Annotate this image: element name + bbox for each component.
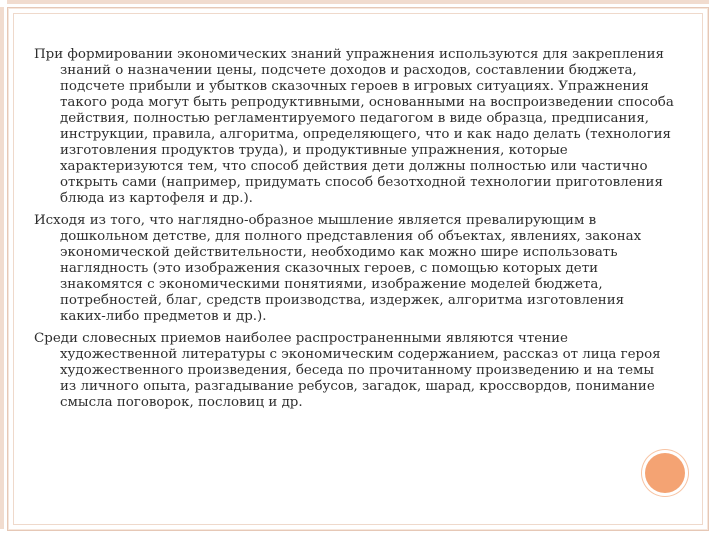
paragraph-exercises: При формировании экономических знаний упражнения используются для закрепления знаний о назначении цены, подсчете доходов и расходов, составлении бюджета, подсчете прибыли и убытков сказочных героев в игровых ситуациях. Упражнения такого рода могут быть репродуктивными, основанными на воспроизведении способа действия, полностью регламентируемого педагогом в виде образца, предписания, инструкции, правила, алгоритма, определяющего, что и как надо делать (технология изготовления продуктов труда), и продуктивные упражнения, которые характеризуются тем, что способ действия дети должны полностью или частично открыть сами (например, придумать способ безотходной технологии приготовления блюда из картофеля и др.). — [34, 47, 674, 206]
decorative-circle-icon — [645, 453, 685, 493]
paragraph-visual-methods: Исходя из того, что наглядно-образное мышление является превалирующим в дошкольном детстве, для полного представления об объектах, явлениях, законах экономической действительности, необходимо как можно шире использовать наглядность (это изображения сказочных героев, с помощью которых дети знакомятся с экономическими понятиями, изображение моделей бюджета, потребностей, благ, средств производства, издержек, алгоритма изготовления каких-либо предметов и др.). — [34, 213, 642, 324]
paragraph-verbal-methods: Среди словесных приемов наиболее распространенными являются чтение художественной литературы с экономическим содержанием, рассказ от лица героя художественного произведения, беседа по прочитанному произведению и на темы из личного опыта, разгадывание ребусов, загадок, шарад, кроссвордов, понимание смысла поговорок, пословиц и др. — [34, 331, 661, 410]
top-border-decoration — [7, 0, 709, 4]
slide-body — [34, 47, 674, 417]
left-border-decoration — [0, 7, 4, 529]
